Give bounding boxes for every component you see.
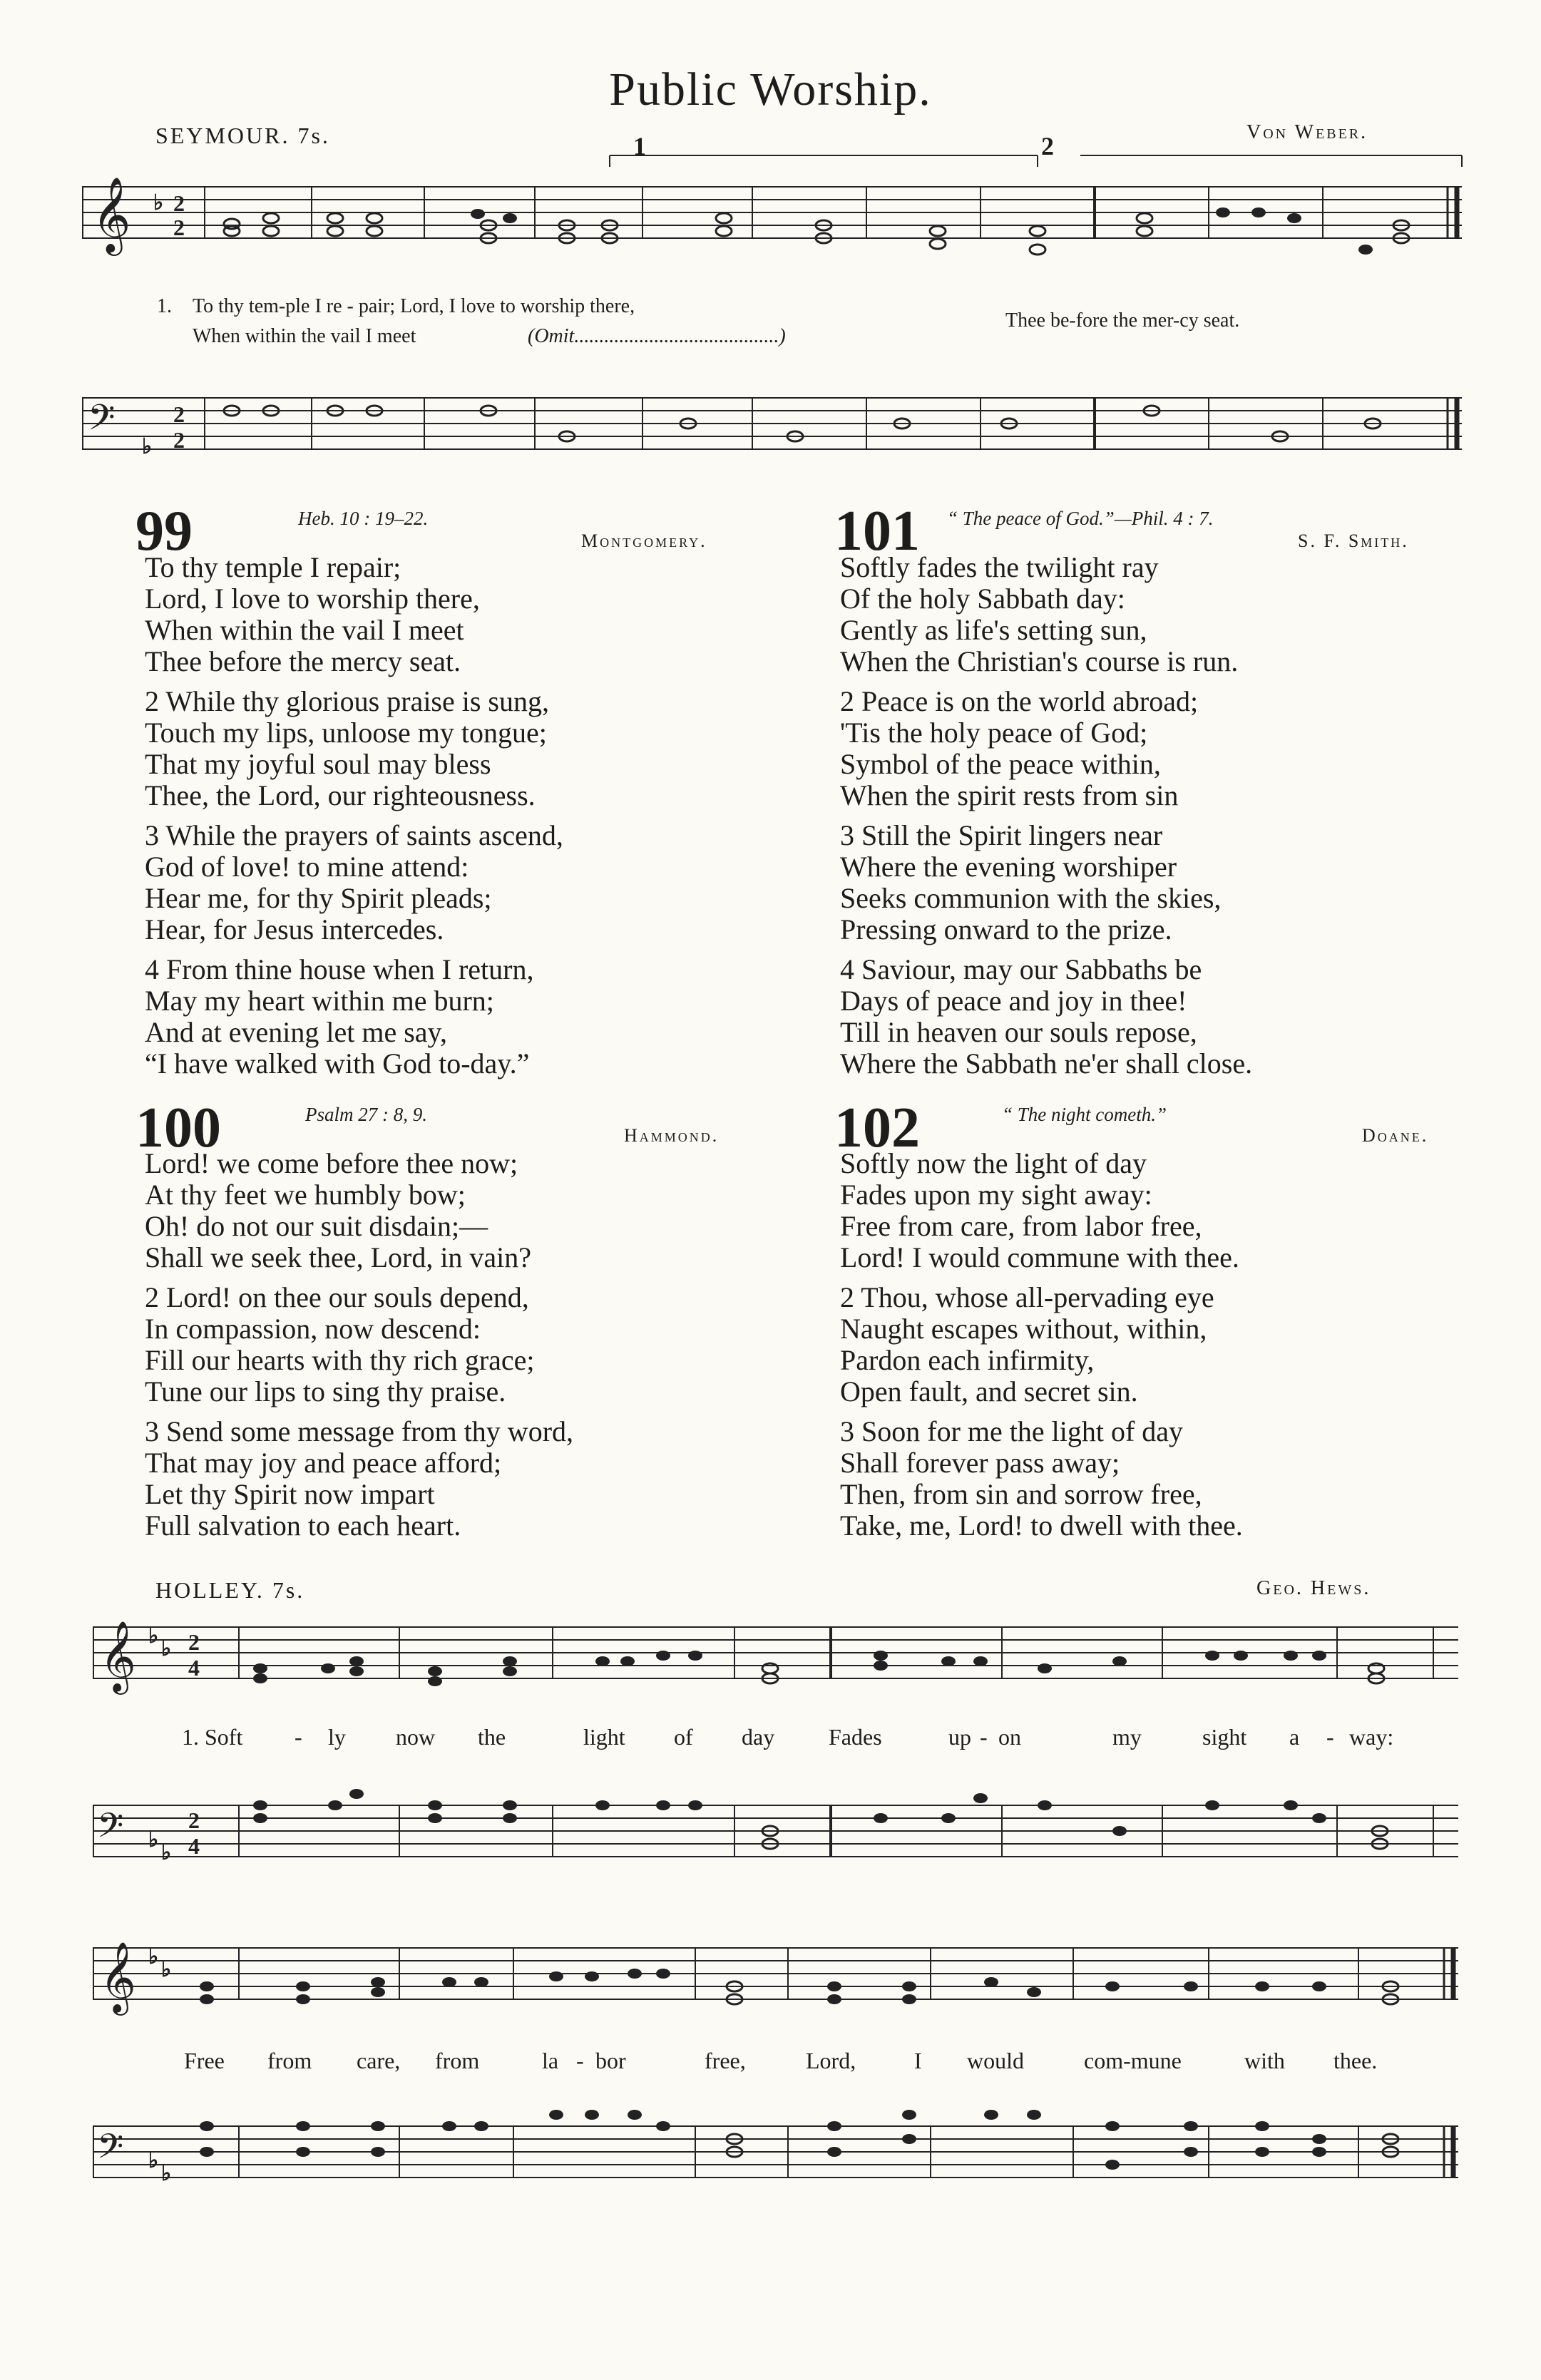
svg-text:4: 4	[188, 1833, 200, 1859]
hymn-101-stanza-4: 4 Saviour, may our Sabbaths be Days of peace and joy in thee! Till in heaven our souls repose, Where the Sabbath ne'er shall close.	[840, 953, 1253, 1079]
svg-text:𝄢: 𝄢	[88, 397, 116, 447]
svg-text:♭: ♭	[142, 435, 153, 458]
hymn-101-scripture: “ The peace of God.”—Phil. 4 : 7.	[947, 508, 1214, 529]
svg-text:𝄞: 𝄞	[92, 176, 131, 252]
hymn-99-stanza-4: 4 From thine house when I return, May my heart within me burn; And at evening let me say, “I have walked with God to-day.”	[145, 953, 534, 1079]
holley-system-2-bass	[93, 2075, 1462, 2217]
holley-system-2-treble	[93, 1932, 1462, 2039]
tune-name-holley: HOLLEY. 7s.	[155, 1577, 305, 1603]
svg-text:♭: ♭	[153, 191, 164, 215]
svg-text:𝄞: 𝄞	[100, 1942, 136, 2013]
holley-lyrics-2: Free from care, from la - bor free, Lord, I would com-mune with thee.	[184, 2048, 1378, 2073]
hymn-number-101: 101	[834, 500, 920, 563]
hymn-100-stanza-3: 3 Send some message from thy word, That may joy and peace afford; Let thy Spirit now impart Full salvation to each heart.	[145, 1415, 574, 1542]
seymour-lyric-line-1: To thy tem-ple I re - pair; Lord, I love to worship there,	[193, 295, 635, 317]
svg-text:♭: ♭	[148, 1828, 159, 1852]
holley-system-1-bass	[93, 1754, 1462, 1897]
hymn-number-99: 99	[135, 500, 193, 563]
hymn-102-scripture: “ The night cometh.”	[1002, 1104, 1167, 1125]
svg-text:♭: ♭	[148, 1624, 159, 1648]
svg-text:♭: ♭	[161, 2162, 172, 2185]
ending-mark-2: 2	[1041, 132, 1054, 160]
hymn-100-scripture: Psalm 27 : 8, 9.	[305, 1104, 427, 1125]
composer-holley: Geo. Hews.	[1256, 1577, 1371, 1599]
hymn-102-stanza-1: Softly now the light of day Fades upon my sight away: Free from care, from labor free, Lord! I would commune with thee.	[840, 1147, 1239, 1273]
svg-text:♭: ♭	[161, 1637, 172, 1661]
svg-text:2: 2	[173, 215, 185, 240]
hymn-102-stanza-3: 3 Soon for me the light of day Shall forever pass away; Then, from sin and sorrow free, Take, me, Lord! to dwell with thee.	[840, 1415, 1243, 1542]
hymn-number-102: 102	[834, 1097, 920, 1159]
svg-text:2: 2	[188, 1807, 200, 1833]
hymn-100-stanza-1: Lord! we come before thee now; At thy feet we humbly bow; Oh! do not our suit disdain;— Shall we seek thee, Lord, in vain?	[145, 1147, 532, 1273]
hymn-101-stanza-1: Softly fades the twilight ray Of the holy Sabbath day: Gently as life's setting sun, When the Christian's course is run.	[840, 551, 1239, 677]
holley-system-1-treble	[93, 1611, 1462, 1718]
holley-lyrics-1: 1. Soft - ly now the light of day Fades up - on my sight a - way:	[182, 1724, 1394, 1750]
svg-text:4: 4	[188, 1655, 200, 1681]
hymn-number-100: 100	[135, 1097, 221, 1159]
tune-name-seymour: SEYMOUR. 7s.	[155, 123, 330, 148]
svg-text:♭: ♭	[161, 1841, 172, 1864]
hymn-101-stanza-2: 2 Peace is on the world abroad; 'Tis the holy peace of God; Symbol of the peace within, When the spirit rests from sin	[840, 685, 1199, 811]
hymn-99-scripture: Heb. 10 : 19–22.	[298, 508, 429, 529]
svg-text:♭: ♭	[148, 2149, 159, 2173]
svg-text:2: 2	[173, 401, 185, 427]
seymour-lyric-line-2: When within the vail I meet	[193, 325, 416, 347]
hymn-101-author: S. F. Smith.	[1298, 530, 1409, 551]
hymn-99-author: Montgomery.	[581, 530, 707, 551]
hymn-99-stanza-1: To thy temple I repair; Lord, I love to worship there, When within the vail I meet Thee before the mercy seat.	[145, 551, 480, 677]
hymn-99-stanza-3: 3 While the prayers of saints ascend, God of love! to mine attend: Hear me, for thy Spirit pleads; Hear, for Jesus intercedes.	[145, 819, 563, 945]
svg-text:𝄢: 𝄢	[97, 2126, 124, 2175]
svg-text:𝄞: 𝄞	[100, 1621, 136, 1692]
svg-text:𝄢: 𝄢	[97, 1805, 124, 1854]
hymn-102-stanza-2: 2 Thou, whose all-pervading eye Naught escapes without, within, Pardon each infirmity, Open fault, and secret sin.	[840, 1281, 1214, 1407]
composer-seymour: Von Weber.	[1246, 121, 1368, 143]
svg-text:2: 2	[188, 1629, 200, 1655]
seymour-bass-staff	[82, 357, 1465, 499]
hymn-99-stanza-2: 2 While thy glorious praise is sung, Touch my lips, unloose my tongue; That my joyful soul may bless Thee, the Lord, our righteousness.	[145, 685, 549, 811]
seymour-treble-staff	[82, 150, 1465, 292]
page-title: Public Worship.	[609, 63, 932, 116]
seymour-verse-number: 1.	[157, 295, 172, 317]
svg-text:2: 2	[173, 427, 185, 453]
svg-text:2: 2	[173, 190, 185, 216]
hymn-100-author: Hammond.	[624, 1125, 720, 1146]
svg-text:♭: ♭	[148, 1945, 159, 1969]
hymn-100-stanza-2: 2 Lord! on thee our souls depend, In compassion, now descend: Fill our hearts with thy rich grace; Tune our lips to sing thy praise.	[145, 1281, 535, 1407]
seymour-refrain: Thee be-fore the mer-cy seat.	[1005, 309, 1240, 332]
ending-mark-1: 1	[633, 132, 646, 160]
seymour-omit: (Omit.........................................)	[528, 325, 786, 347]
hymn-102-author: Doane.	[1362, 1125, 1429, 1146]
hymn-101-stanza-3: 3 Still the Spirit lingers near Where the evening worshiper Seeks communion with the skies, Pressing onward to the prize.	[840, 819, 1222, 945]
svg-text:♭: ♭	[161, 1958, 172, 1981]
